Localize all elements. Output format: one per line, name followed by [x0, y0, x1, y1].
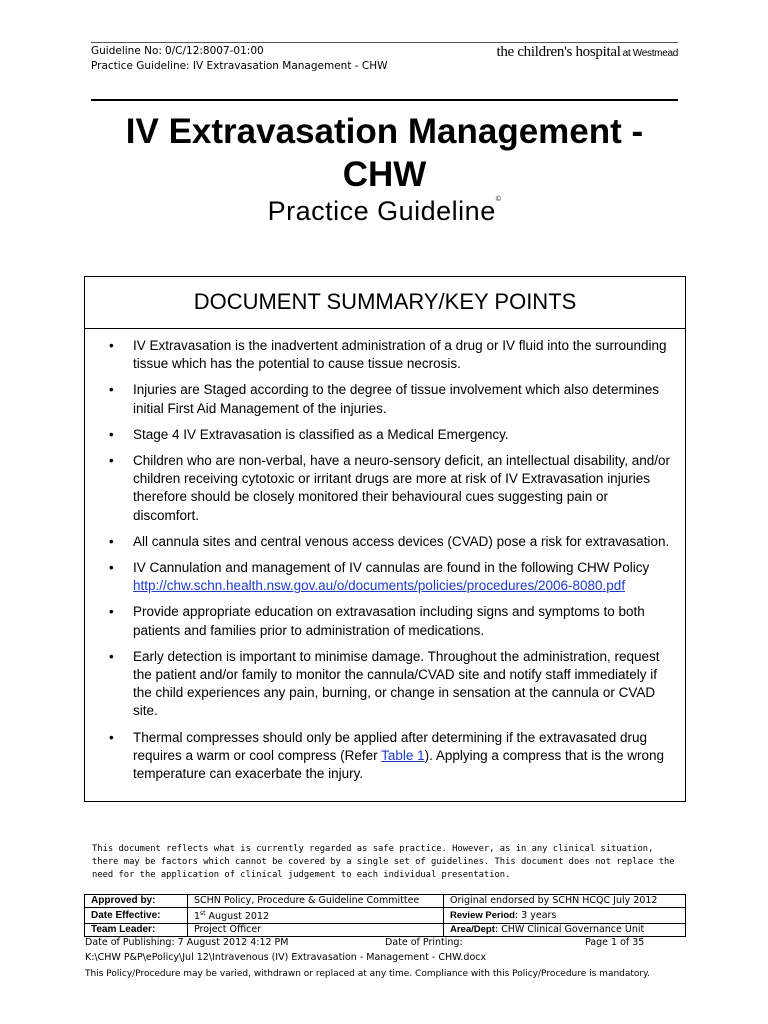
disclaimer: This document reflects what is currently regarded as safe practice. However, as in any clinical situation, there may be factors which cannot be covered by a single set of guidelines. This document does not replace the need for the application of clinical judgement to each individual presentation. — [92, 844, 675, 880]
header-top-rule — [91, 42, 678, 43]
approved-value: SCHN Policy, Procedure & Guideline Committee — [188, 895, 444, 908]
approval-table — [84, 894, 686, 937]
header-divider — [91, 99, 678, 101]
table-1-link[interactable]: Table 1 — [381, 747, 425, 763]
effective-value: 1st August 2012 — [188, 908, 444, 924]
list-item: • Stage 4 IV Extravasation is classified as a Medical Emergency. — [113, 426, 675, 444]
date-of-printing: Date of Printing: — [385, 937, 463, 948]
guideline-number: Guideline No: 0/C/12:8007-01:00 — [91, 45, 264, 57]
header-info — [91, 44, 388, 74]
list-item: • Early detection is important to minimise damage. Throughout the administration, request the patient and/or family to monitor the cannula/CVAD site and notify staff immediately if the child experiences any pain, burning, or change in sensation at the cannula or CVAD site. — [113, 648, 675, 721]
page-number: Page 1 of 35 — [585, 937, 645, 948]
original-endorsed: Original endorsed by SCHN HCQC July 2012 — [444, 895, 686, 908]
list-item: • IV Cannulation and management of IV cannulas are found in the following CHW Policy http://chw.schn.health.nsw.gov.au/o/documents/policies/procedures/2006-8080.pdf — [113, 559, 675, 595]
date-of-publishing: Date of Publishing: 7 August 2012 4:12 PM — [85, 937, 289, 948]
list-item: • Injuries are Staged according to the degree of tissue involvement which also determines initial First Aid Management of the injuries. — [113, 381, 675, 417]
review-period: Review Period: 3 years — [444, 908, 686, 924]
summary-list — [85, 329, 685, 783]
table-row — [85, 924, 686, 937]
practice-guideline-line: Practice Guideline: IV Extravasation Management - CHW — [91, 60, 388, 72]
list-item: • Thermal compresses should only be applied after determining if the extravasated drug requires a warm or cool compress (Refer Table 1). Applying a compress that is the wrong temperature can exacerbate the injury. — [113, 729, 675, 784]
list-item: • Children who are non-verbal, have a neuro-sensory deficit, an intellectual disability, and/or children receiving cytotoxic or irritant drugs are more at risk of IV Extravasation injuries therefore should be closely monitored their behavioural cues suggesting pain or discomfort. — [113, 452, 675, 525]
list-item: • IV Extravasation is the inadvertent administration of a drug or IV fluid into the surrounding tissue which has the potential to cause tissue necrosis. — [113, 337, 675, 373]
effective-label: Date Effective: — [85, 908, 188, 924]
approved-label: Approved by: — [85, 895, 188, 908]
summary-box — [84, 276, 686, 802]
table-row — [85, 895, 686, 908]
document-title: IV Extravasation Management - CHW — [125, 112, 644, 194]
file-path: K:\CHW P&P\ePolicy\Jul 12\Intravenous (IV) Extravasation - Management - CHW.docx — [85, 952, 487, 963]
leader-label: Team Leader: — [85, 924, 188, 937]
list-item: • All cannula sites and central venous access devices (CVAD) pose a risk for extravasation. — [113, 533, 675, 551]
table-row — [85, 908, 686, 924]
list-item: • Provide appropriate education on extravasation including signs and symptoms to both patients and families prior to administration of medications. — [113, 603, 675, 639]
hospital-logo: the children's hospital at Westmead — [496, 44, 678, 60]
policy-link[interactable]: http://chw.schn.health.nsw.gov.au/o/documents/policies/procedures/2006-8080.pdf — [133, 578, 626, 594]
document-subtitle: Practice Guideline© — [267, 196, 502, 226]
compliance-notice: This Policy/Procedure may be varied, withdrawn or replaced at any time. Compliance with this Policy/Procedure is mandatory. — [85, 969, 651, 979]
summary-heading: DOCUMENT SUMMARY/KEY POINTS — [85, 277, 685, 329]
area-dept: Area/Dept: CHW Clinical Governance Unit — [444, 924, 686, 937]
leader-value: Project Officer — [188, 924, 444, 937]
